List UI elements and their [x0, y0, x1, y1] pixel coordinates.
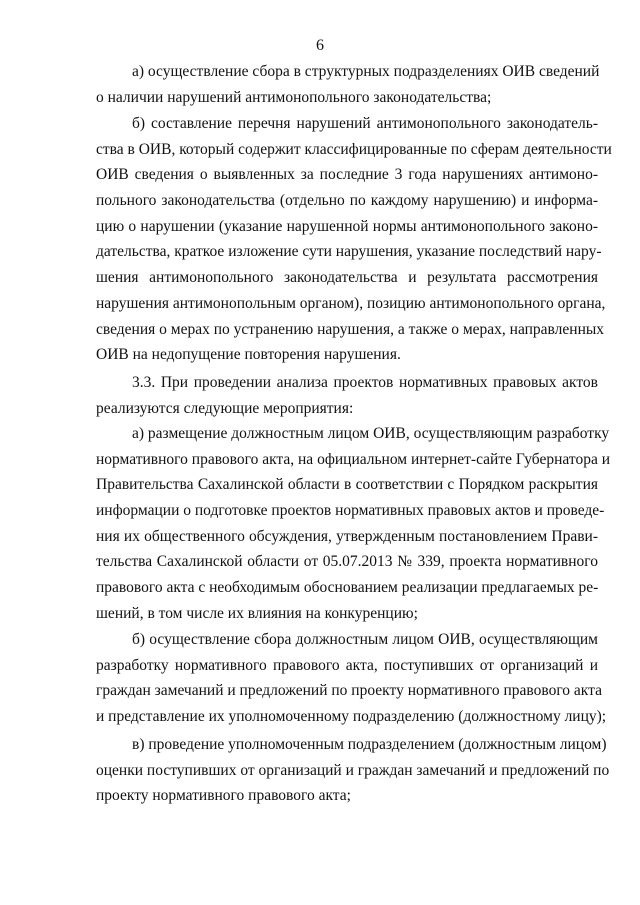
- text-line: Правительства Сахалинской области в соответствии с Порядком раскрытия: [96, 476, 598, 494]
- text-line: и представление их уполномоченному подразделению (должностному лицу);: [96, 708, 607, 726]
- text-line: оценки поступивших от организаций и граждан замечаний и предложений по: [96, 761, 610, 779]
- text-line: ства в ОИВ, который содержит классифицированные по сферам деятельности: [96, 140, 612, 158]
- text-line: шений, в том числе их влияния на конкуренцию;: [96, 604, 418, 622]
- text-line: разработку нормативного правового акта, поступивших от организаций и: [96, 656, 598, 674]
- text-line: польного законодательства (отдельно по каждому нарушению) и информа-: [96, 192, 598, 210]
- text-line: нормативного правового акта, на официальном интернет-сайте Губернатора и: [96, 450, 610, 468]
- text-line: а) размещение должностным лицом ОИВ, осуществляющим разработку: [132, 425, 610, 442]
- text-line: о наличии нарушений антимонопольного законодательства;: [96, 88, 492, 106]
- text-line: б) составление перечня нарушений антимонопольного законодатель-: [132, 115, 598, 132]
- text-line: реализуются следующие мероприятия:: [96, 399, 354, 417]
- text-line: цию о нарушении (указание нарушенной нормы антимонопольного законо-: [96, 217, 598, 235]
- text-line: в) проведение уполномоченным подразделением (должностным лицом): [132, 736, 607, 753]
- text-line: ОИВ на недопущение повторения нарушения.: [96, 346, 401, 364]
- text-line: ния их общественного обсуждения, утвержденным постановлением Прави-: [96, 527, 598, 545]
- paragraph-1: [96, 59, 598, 110]
- text-line: дательства, краткое изложение сути нарушения, указание последствий нару-: [96, 243, 602, 261]
- text-line: ОИВ сведения о выявленных за последние 3 года нарушениях антимоно-: [96, 166, 598, 184]
- text-line: нарушения антимонопольным органом), позицию антимонопольного органа,: [96, 294, 606, 312]
- text-line: б) осуществление сбора должностным лицом ОИВ, осуществляющим: [132, 631, 598, 648]
- text-line: 3.3. При проведении анализа проектов нормативных правовых актов: [132, 374, 598, 391]
- text-line: сведения о мерах по устранению нарушения, а также о мерах, направленных: [96, 320, 605, 338]
- text-line: проекту нормативного правового акта;: [96, 787, 351, 805]
- page-number: 6: [316, 37, 324, 54]
- paragraph-6: [96, 732, 610, 809]
- text-line: шения антимонопольного законодательства и результата рассмотрения: [96, 269, 598, 287]
- paragraph-3: [96, 370, 598, 421]
- paragraph-5: [96, 627, 607, 730]
- paragraph-4: [96, 421, 610, 627]
- text-line: а) осуществление сбора в структурных подразделениях ОИВ сведений: [132, 63, 600, 80]
- paragraph-2: [96, 111, 612, 368]
- text-line: правового акта с необходимым обоснованием реализации предлагаемых ре-: [96, 579, 599, 597]
- text-line: граждан замечаний и предложений по проекту нормативного правового акта: [96, 682, 602, 700]
- text-line: информации о подготовке проектов нормативных правовых актов и проведе-: [96, 502, 605, 520]
- text-line: тельства Сахалинской области от 05.07.2013 № 339, проекта нормативного: [96, 553, 598, 571]
